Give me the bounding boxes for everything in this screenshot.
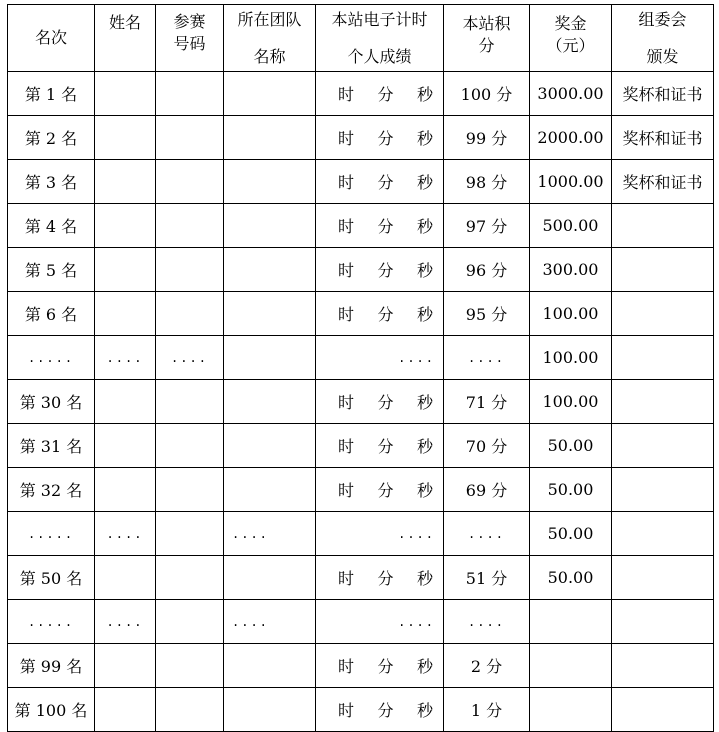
table-body: [8, 72, 714, 732]
bib-cell: ....: [156, 336, 224, 380]
prize-cell: 50.00: [530, 424, 612, 468]
table-row: [8, 336, 714, 380]
time-units: [316, 126, 443, 149]
award-cell: [612, 292, 714, 336]
time-unit-second: 秒: [416, 481, 433, 500]
rank-cell: 第 32 名: [8, 468, 95, 512]
time-units: [316, 654, 443, 677]
points-cell: 99 分: [444, 116, 530, 160]
award-cell: [612, 380, 714, 424]
prize-cell: 300.00: [530, 248, 612, 292]
points-cell: 100 分: [444, 72, 530, 116]
time-units: [316, 698, 443, 721]
team-cell: ....: [224, 512, 316, 556]
points-cell: 96 分: [444, 248, 530, 292]
award-cell: [612, 556, 714, 600]
points-cell: 71 分: [444, 380, 530, 424]
timing-cell: [316, 688, 444, 732]
table-row: [8, 644, 714, 688]
rank-cell: 第 30 名: [8, 380, 95, 424]
points-cell: ....: [444, 336, 530, 380]
name-cell: [95, 248, 156, 292]
header-row: [8, 5, 714, 72]
bib-cell: [156, 468, 224, 512]
name-cell: ....: [95, 336, 156, 380]
time-unit-hour: 时: [338, 85, 355, 104]
timing-cell: [316, 160, 444, 204]
rank-cell: .....: [8, 600, 95, 644]
time-unit-hour: 时: [338, 393, 355, 412]
time-unit-second: 秒: [416, 217, 433, 236]
bib-cell: [156, 380, 224, 424]
award-cell: [612, 424, 714, 468]
team-cell: [224, 424, 316, 468]
award-cell: [612, 600, 714, 644]
header-team: 所在团队 名称: [224, 5, 316, 72]
time-unit-minute: 分: [377, 173, 394, 192]
rank-cell: 第 5 名: [8, 248, 95, 292]
timing-cell: [316, 468, 444, 512]
rank-cell: 第 1 名: [8, 72, 95, 116]
time-unit-second: 秒: [416, 657, 433, 676]
bib-cell: [156, 160, 224, 204]
time-unit-minute: 分: [377, 305, 394, 324]
bib-cell: [156, 204, 224, 248]
name-cell: [95, 424, 156, 468]
prize-cell: 1000.00: [530, 160, 612, 204]
rank-cell: 第 6 名: [8, 292, 95, 336]
bib-cell: [156, 292, 224, 336]
name-cell: [95, 204, 156, 248]
timing-cell: [316, 72, 444, 116]
prize-cell: 100.00: [530, 336, 612, 380]
team-cell: [224, 116, 316, 160]
time-unit-hour: 时: [338, 437, 355, 456]
timing-cell: [316, 556, 444, 600]
team-cell: [224, 160, 316, 204]
time-units: [316, 214, 443, 237]
rank-cell: 第 100 名: [8, 688, 95, 732]
timing-cell: [316, 204, 444, 248]
time-unit-minute: 分: [377, 657, 394, 676]
rank-cell: .....: [8, 512, 95, 556]
award-cell: [612, 336, 714, 380]
time-unit-minute: 分: [377, 701, 394, 720]
time-unit-minute: 分: [377, 85, 394, 104]
award-cell: [612, 468, 714, 512]
time-unit-second: 秒: [416, 569, 433, 588]
prize-cell: 500.00: [530, 204, 612, 248]
time-units: [316, 170, 443, 193]
time-unit-minute: 分: [377, 393, 394, 412]
bib-cell: [156, 424, 224, 468]
award-cell: [612, 248, 714, 292]
name-cell: [95, 688, 156, 732]
table-row: [8, 204, 714, 248]
bib-cell: [156, 688, 224, 732]
time-units: [316, 390, 443, 413]
prize-cell: [530, 688, 612, 732]
table-row: [8, 116, 714, 160]
points-cell: 98 分: [444, 160, 530, 204]
prize-cell: 2000.00: [530, 116, 612, 160]
time-unit-hour: 时: [338, 261, 355, 280]
rank-cell: 第 4 名: [8, 204, 95, 248]
bib-cell: [156, 512, 224, 556]
name-cell: [95, 292, 156, 336]
bib-cell: [156, 644, 224, 688]
prize-cell: 50.00: [530, 512, 612, 556]
name-cell: [95, 72, 156, 116]
prize-cell: 3000.00: [530, 72, 612, 116]
time-unit-second: 秒: [416, 437, 433, 456]
name-cell: [95, 380, 156, 424]
prize-cell: 50.00: [530, 556, 612, 600]
team-cell: [224, 72, 316, 116]
time-units: [316, 566, 443, 589]
time-unit-hour: 时: [338, 657, 355, 676]
points-cell: 51 分: [444, 556, 530, 600]
header-bib: 参赛 号码: [156, 5, 224, 72]
bib-cell: [156, 248, 224, 292]
table-row: [8, 688, 714, 732]
name-cell: ....: [95, 600, 156, 644]
time-units: [316, 478, 443, 501]
timing-cell: [316, 292, 444, 336]
points-cell: 97 分: [444, 204, 530, 248]
points-cell: 2 分: [444, 644, 530, 688]
rank-cell: 第 50 名: [8, 556, 95, 600]
table-row: [8, 468, 714, 512]
time-unit-second: 秒: [416, 129, 433, 148]
points-cell: ....: [444, 600, 530, 644]
time-unit-hour: 时: [338, 217, 355, 236]
timing-cell: ....: [316, 600, 444, 644]
team-cell: [224, 644, 316, 688]
prize-cell: 100.00: [530, 292, 612, 336]
header-points: 本站积 分: [444, 5, 530, 72]
rank-cell: 第 2 名: [8, 116, 95, 160]
time-unit-second: 秒: [416, 261, 433, 280]
time-unit-minute: 分: [377, 261, 394, 280]
team-cell: [224, 292, 316, 336]
table-row: [8, 248, 714, 292]
time-unit-hour: 时: [338, 701, 355, 720]
table-row: [8, 424, 714, 468]
time-unit-minute: 分: [377, 569, 394, 588]
points-cell: 70 分: [444, 424, 530, 468]
award-cell: [612, 204, 714, 248]
name-cell: [95, 160, 156, 204]
time-unit-minute: 分: [377, 129, 394, 148]
time-unit-second: 秒: [416, 305, 433, 324]
bib-cell: [156, 556, 224, 600]
name-cell: ....: [95, 512, 156, 556]
team-cell: [224, 380, 316, 424]
prize-cell: [530, 644, 612, 688]
team-cell: ....: [224, 600, 316, 644]
time-unit-second: 秒: [416, 173, 433, 192]
time-units: [316, 82, 443, 105]
header-award: 组委会 颁发: [612, 5, 714, 72]
time-unit-hour: 时: [338, 481, 355, 500]
team-cell: [224, 688, 316, 732]
time-unit-minute: 分: [377, 481, 394, 500]
name-cell: [95, 468, 156, 512]
timing-cell: [316, 248, 444, 292]
time-units: [316, 434, 443, 457]
rank-cell: .....: [8, 336, 95, 380]
name-cell: [95, 644, 156, 688]
award-cell: 奖杯和证书: [612, 116, 714, 160]
prize-cell: 100.00: [530, 380, 612, 424]
time-units: [316, 258, 443, 281]
header-prize: 奖金 （元）: [530, 5, 612, 72]
team-cell: [224, 468, 316, 512]
timing-cell: [316, 380, 444, 424]
header-rank: 名次: [8, 5, 95, 72]
timing-cell: [316, 644, 444, 688]
rank-cell: 第 31 名: [8, 424, 95, 468]
name-cell: [95, 556, 156, 600]
header-name: 姓名: [95, 5, 156, 72]
bib-cell: [156, 72, 224, 116]
time-unit-hour: 时: [338, 173, 355, 192]
time-unit-hour: 时: [338, 569, 355, 588]
team-cell: [224, 204, 316, 248]
rank-cell: 第 3 名: [8, 160, 95, 204]
timing-cell: ....: [316, 336, 444, 380]
points-cell: 1 分: [444, 688, 530, 732]
bib-cell: [156, 116, 224, 160]
header-timing: 本站电子计时 个人成绩: [316, 5, 444, 72]
time-unit-minute: 分: [377, 437, 394, 456]
points-cell: 95 分: [444, 292, 530, 336]
team-cell: [224, 556, 316, 600]
table-row: [8, 72, 714, 116]
timing-cell: [316, 424, 444, 468]
award-cell: [612, 512, 714, 556]
time-unit-second: 秒: [416, 701, 433, 720]
team-cell: [224, 248, 316, 292]
table-row: [8, 292, 714, 336]
time-unit-second: 秒: [416, 85, 433, 104]
table-row: [8, 512, 714, 556]
award-cell: [612, 688, 714, 732]
time-units: [316, 302, 443, 325]
time-unit-hour: 时: [338, 305, 355, 324]
award-cell: 奖杯和证书: [612, 160, 714, 204]
time-unit-second: 秒: [416, 393, 433, 412]
rank-cell: 第 99 名: [8, 644, 95, 688]
table-row: [8, 380, 714, 424]
prize-cell: [530, 600, 612, 644]
bib-cell: [156, 600, 224, 644]
time-unit-hour: 时: [338, 129, 355, 148]
team-cell: [224, 336, 316, 380]
table-row: [8, 160, 714, 204]
points-cell: 69 分: [444, 468, 530, 512]
points-cell: ....: [444, 512, 530, 556]
results-table: [7, 4, 714, 732]
award-cell: 奖杯和证书: [612, 72, 714, 116]
timing-cell: [316, 116, 444, 160]
name-cell: [95, 116, 156, 160]
time-unit-minute: 分: [377, 217, 394, 236]
award-cell: [612, 644, 714, 688]
table-row: [8, 600, 714, 644]
prize-cell: 50.00: [530, 468, 612, 512]
timing-cell: ....: [316, 512, 444, 556]
table-row: [8, 556, 714, 600]
